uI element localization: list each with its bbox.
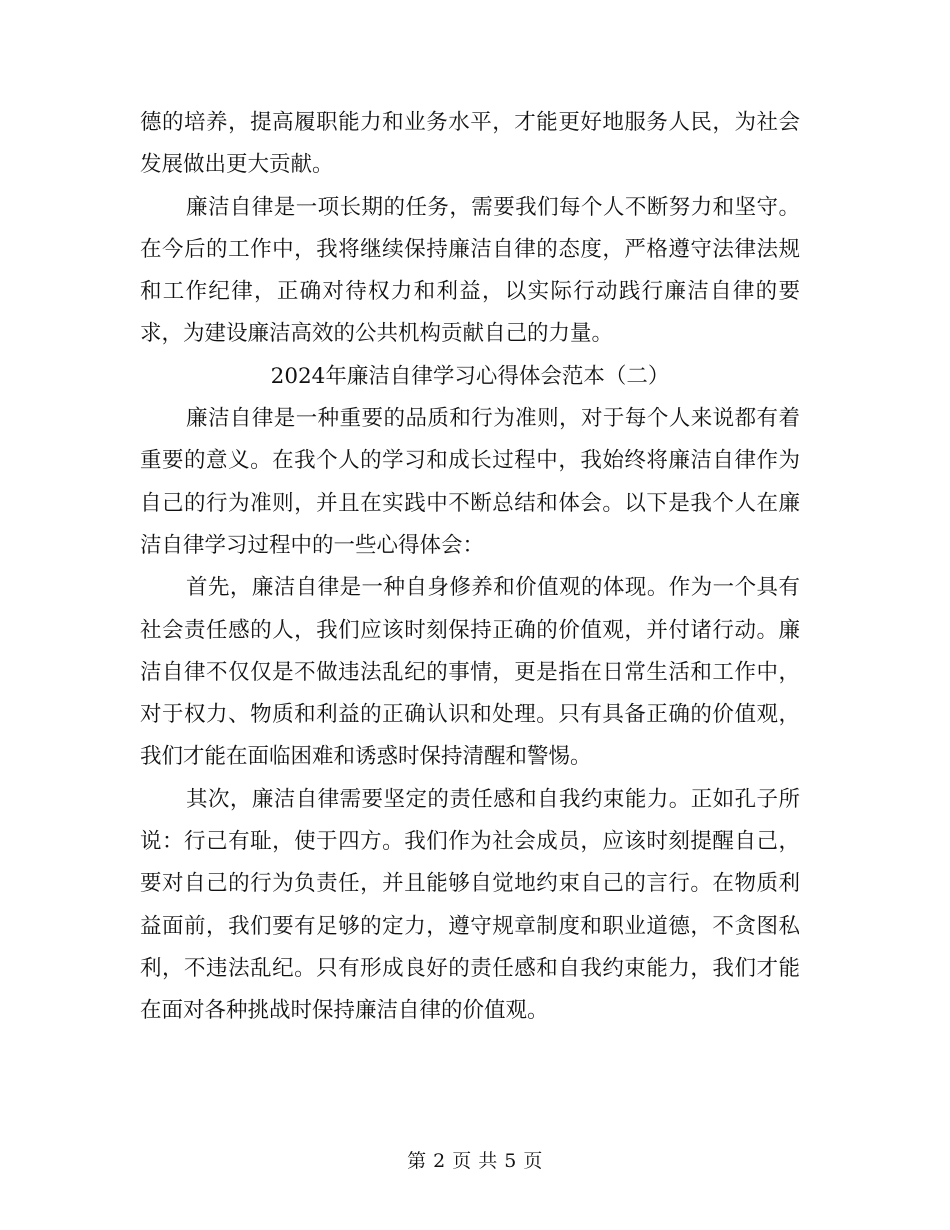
paragraph-line: 廉洁自律是一种重要的品质和行为准则，对于每个人来说都有着 (186, 406, 800, 432)
page-footer: 第 2 页 共 5 页 (407, 1150, 543, 1172)
document-body (140, 102, 800, 1033)
paragraph-line: 益面前，我们要有足够的定力，遵守规章制度和职业道德，不贪图私 (140, 913, 800, 939)
section-heading: 2024年廉洁自律学习心得体会范本（二） (270, 363, 670, 389)
paragraph-line: 我们才能在面临困难和诱惑时保持清醒和警惕。 (140, 744, 592, 770)
paragraph-line: 社会责任感的人，我们应该时刻保持正确的价值观，并付诸行动。廉 (140, 617, 800, 643)
paragraph-line: 对于权力、物质和利益的正确认识和处理。只有具备正确的价值观， (140, 702, 800, 728)
paragraph-line: 利，不违法乱纪。只有形成良好的责任感和自我约束能力，我们才能 (140, 955, 800, 981)
paragraph-line: 求，为建设廉洁高效的公共机构贡献自己的力量。 (140, 321, 614, 347)
paragraph-line: 要对自己的行为负责任，并且能够自觉地约束自己的言行。在物质利 (140, 871, 800, 897)
paragraph-line: 自己的行为准则，并且在实践中不断总结和体会。以下是我个人在廉 (140, 490, 800, 516)
paragraph-line: 其次，廉洁自律需要坚定的责任感和自我约束能力。正如孔子所 (186, 786, 800, 812)
paragraph-line: 首先，廉洁自律是一种自身修养和价值观的体现。作为一个具有 (186, 575, 800, 601)
paragraph-line: 洁自律学习过程中的一些心得体会： (140, 532, 485, 558)
paragraph-line: 在面对各种挑战时保持廉洁自律的价值观。 (140, 998, 549, 1024)
paragraph-line: 德的培养，提高履职能力和业务水平，才能更好地服务人民，为社会 (140, 110, 800, 135)
paragraph-line: 说：行己有耻，使于四方。我们作为社会成员，应该时刻提醒自己， (140, 829, 800, 855)
paragraph-line: 重要的意义。在我个人的学习和成长过程中，我始终将廉洁自律作为 (140, 448, 800, 474)
paragraph-line: 廉洁自律是一项长期的任务，需要我们每个人不断努力和坚守。 (186, 194, 800, 220)
paragraph-line: 发展做出更大贡献。 (140, 152, 334, 178)
paragraph-line: 洁自律不仅仅是不做违法乱纪的事情，更是指在日常生活和工作中， (140, 659, 800, 685)
paragraph-line: 和工作纪律，正确对待权力和利益，以实际行动践行廉洁自律的要 (140, 279, 800, 305)
paragraph-line: 在今后的工作中，我将继续保持廉洁自律的态度，严格遵守法律法规 (140, 236, 800, 262)
